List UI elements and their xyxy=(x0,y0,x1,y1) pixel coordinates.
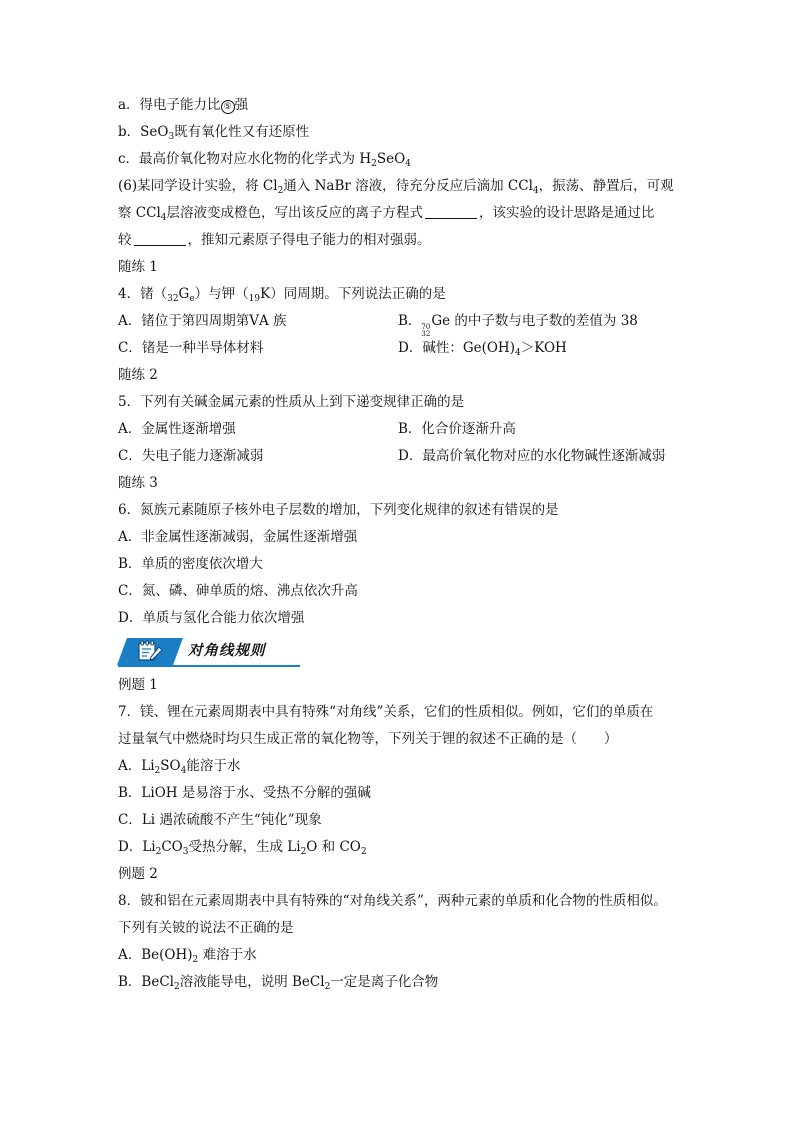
subscript: 2 xyxy=(371,159,377,169)
practice-1-label: 随练 1 xyxy=(118,259,158,275)
circled-five: ⑤ xyxy=(221,100,235,114)
question-5-stem: 5．下列有关碱金属元素的性质从上到下递变规律正确的是 xyxy=(118,394,465,410)
text-run: ，该实验的设计思路是通过比 xyxy=(479,205,655,221)
question-6-stem: 6．氮族元素随原子核外电子层数的增加，下列变化规律的叙述有错误的是 xyxy=(118,502,559,518)
text-run: ，推知元素原子得电子能力的相对强弱。 xyxy=(187,232,431,248)
text-run: A．Li xyxy=(118,758,155,774)
subscript: 32 xyxy=(167,294,179,304)
text-run: 层溶液变成橙色，写出该反应的离子方程式 xyxy=(166,205,424,221)
text-run: K）同周期。下列说法正确的是 xyxy=(260,286,446,302)
text-run: CO xyxy=(161,839,183,855)
text-run: ，振荡、静置后，可观 xyxy=(538,178,674,194)
practice-2-label: 随练 2 xyxy=(118,367,158,383)
text-run: 受热分解，生成 Li xyxy=(188,839,301,855)
q6-line-2 xyxy=(118,200,688,227)
text-run: 32 xyxy=(421,330,431,338)
option-c: C．失电子能力逐渐减弱 xyxy=(118,448,264,464)
notepad-pencil-icon xyxy=(136,639,164,663)
text-run: 察 CCl xyxy=(118,205,161,221)
subscript: 4 xyxy=(514,348,521,358)
option-b: B．单质的密度依次增大 xyxy=(118,556,263,572)
subscript: 4 xyxy=(405,159,411,169)
text-run: B． xyxy=(398,313,422,329)
option-b-line xyxy=(118,119,688,146)
option-a: A．锗位于第四周期第ⅤA 族 xyxy=(118,313,287,329)
practice-3-label: 随练 3 xyxy=(118,475,158,491)
option-a: A．金属性逐渐增强 xyxy=(118,421,236,437)
text-run: c．最高价氧化物对应水化物的化学式为 H xyxy=(118,151,372,167)
text-run: (6)某同学设计实验，将 Cl xyxy=(118,178,278,194)
answer-blank xyxy=(425,204,477,219)
text-run: 通入 NaBr 溶液，待充分反应后滴加 CCl xyxy=(283,178,533,194)
banner-underline xyxy=(118,665,300,667)
text-run: SO xyxy=(160,758,181,774)
text-run: D．Li xyxy=(118,839,156,855)
answer-blank xyxy=(134,231,186,246)
question-5-options-row-1 xyxy=(118,416,688,443)
question-7-stem-1: 7．镁、锂在元素周期表中具有特殊“对角线”关系，它们的性质相似。例如，它们的单质在 xyxy=(118,704,654,720)
subscript: e xyxy=(189,294,195,304)
subscript: 2 xyxy=(324,982,331,992)
option-b xyxy=(398,308,638,338)
subscript: 19 xyxy=(248,294,261,304)
option-d xyxy=(398,335,567,362)
option-a xyxy=(118,942,688,969)
subscript: 2 xyxy=(300,847,307,857)
subscript: 2 xyxy=(192,955,199,965)
section-banner xyxy=(118,636,688,668)
subscript: 2 xyxy=(360,847,367,857)
text-run: 溶液能导电，说明 BeCl xyxy=(179,974,325,990)
text-run: ＞KOH xyxy=(520,340,567,356)
question-5-options-row-2 xyxy=(118,443,688,470)
option-d: D．最高价氧化物对应的水化物碱性逐渐减弱 xyxy=(398,448,666,464)
option-a-line xyxy=(118,92,688,119)
text-run: ）与钾（ xyxy=(194,286,249,302)
q6-line-1 xyxy=(118,173,688,200)
question-4-options-row-1 xyxy=(118,308,688,338)
subscript: 4 xyxy=(160,213,167,223)
subscript: 4 xyxy=(532,186,539,196)
subscript: 2 xyxy=(173,982,180,992)
subscript: 2 xyxy=(154,766,161,776)
text-run: 一定是离子化合物 xyxy=(330,974,439,990)
document-content xyxy=(118,92,688,996)
text-run: O 和 CO xyxy=(306,839,361,855)
text-run: D．碱性：Ge(OH) xyxy=(398,340,515,356)
option-c: C．氮、磷、砷单质的熔、沸点依次升高 xyxy=(118,583,358,599)
option-d xyxy=(118,834,688,861)
option-c: C．锗是一种半导体材料 xyxy=(118,340,264,356)
text-run: A．Be(OH) xyxy=(118,947,193,963)
option-b xyxy=(118,969,688,996)
section-title: 对角线规则 xyxy=(188,643,266,659)
text-run: 难溶于水 xyxy=(198,947,257,963)
subscript: 4 xyxy=(180,766,187,776)
question-8-stem-1: 8．铍和铝在元素周期表中具有特殊的“对角线关系”，两种元素的单质和化合物的性质相似。 xyxy=(118,893,667,909)
subscript: 2 xyxy=(277,186,284,196)
text-run: a．得电子能力比 xyxy=(118,97,221,113)
option-b: B．化合价逐渐升高 xyxy=(398,421,516,437)
text-run: SeO xyxy=(376,151,406,167)
text-run: Ge 的中子数与电子数的差值为 38 xyxy=(431,313,638,329)
text-run: 70 xyxy=(421,323,431,331)
subscript: 2 xyxy=(155,847,162,857)
question-8-stem-2: 下列有关铍的说法不正确的是 xyxy=(118,920,294,936)
subscript: 3 xyxy=(168,132,175,142)
option-c-line xyxy=(118,146,688,173)
question-7-stem-2: 过量氧气中燃烧时均只生成正常的氧化物等，下列关于锂的叙述不正确的是（ ） xyxy=(118,731,618,747)
option-c: C．Li 遇浓硫酸不产生“钝化”现象 xyxy=(118,812,322,828)
text-run: B．BeCl xyxy=(118,974,174,990)
text-run: G xyxy=(178,286,190,302)
text-run: 强 xyxy=(234,97,249,113)
question-4-stem xyxy=(118,281,688,308)
example-2-label: 例题 2 xyxy=(118,866,158,882)
text-run: b．SeO xyxy=(118,124,169,140)
option-d: D．单质与氢化合能力依次增强 xyxy=(118,610,305,626)
text-run: 较 xyxy=(118,232,132,248)
text-run: 既有氧化性又有还原性 xyxy=(174,124,310,140)
text-run: 能溶于水 xyxy=(186,758,241,774)
option-a xyxy=(118,753,688,780)
subscript: 3 xyxy=(182,847,189,857)
question-4-options-row-2 xyxy=(118,335,688,362)
example-1-label: 例题 1 xyxy=(118,677,158,693)
q6-line-3 xyxy=(118,227,688,254)
text-run: 4．锗（ xyxy=(118,286,168,302)
option-a: A．非金属性逐渐减弱，金属性逐渐增强 xyxy=(118,529,358,545)
option-b: B．LiOH 是易溶于水、受热不分解的强碱 xyxy=(118,785,371,801)
